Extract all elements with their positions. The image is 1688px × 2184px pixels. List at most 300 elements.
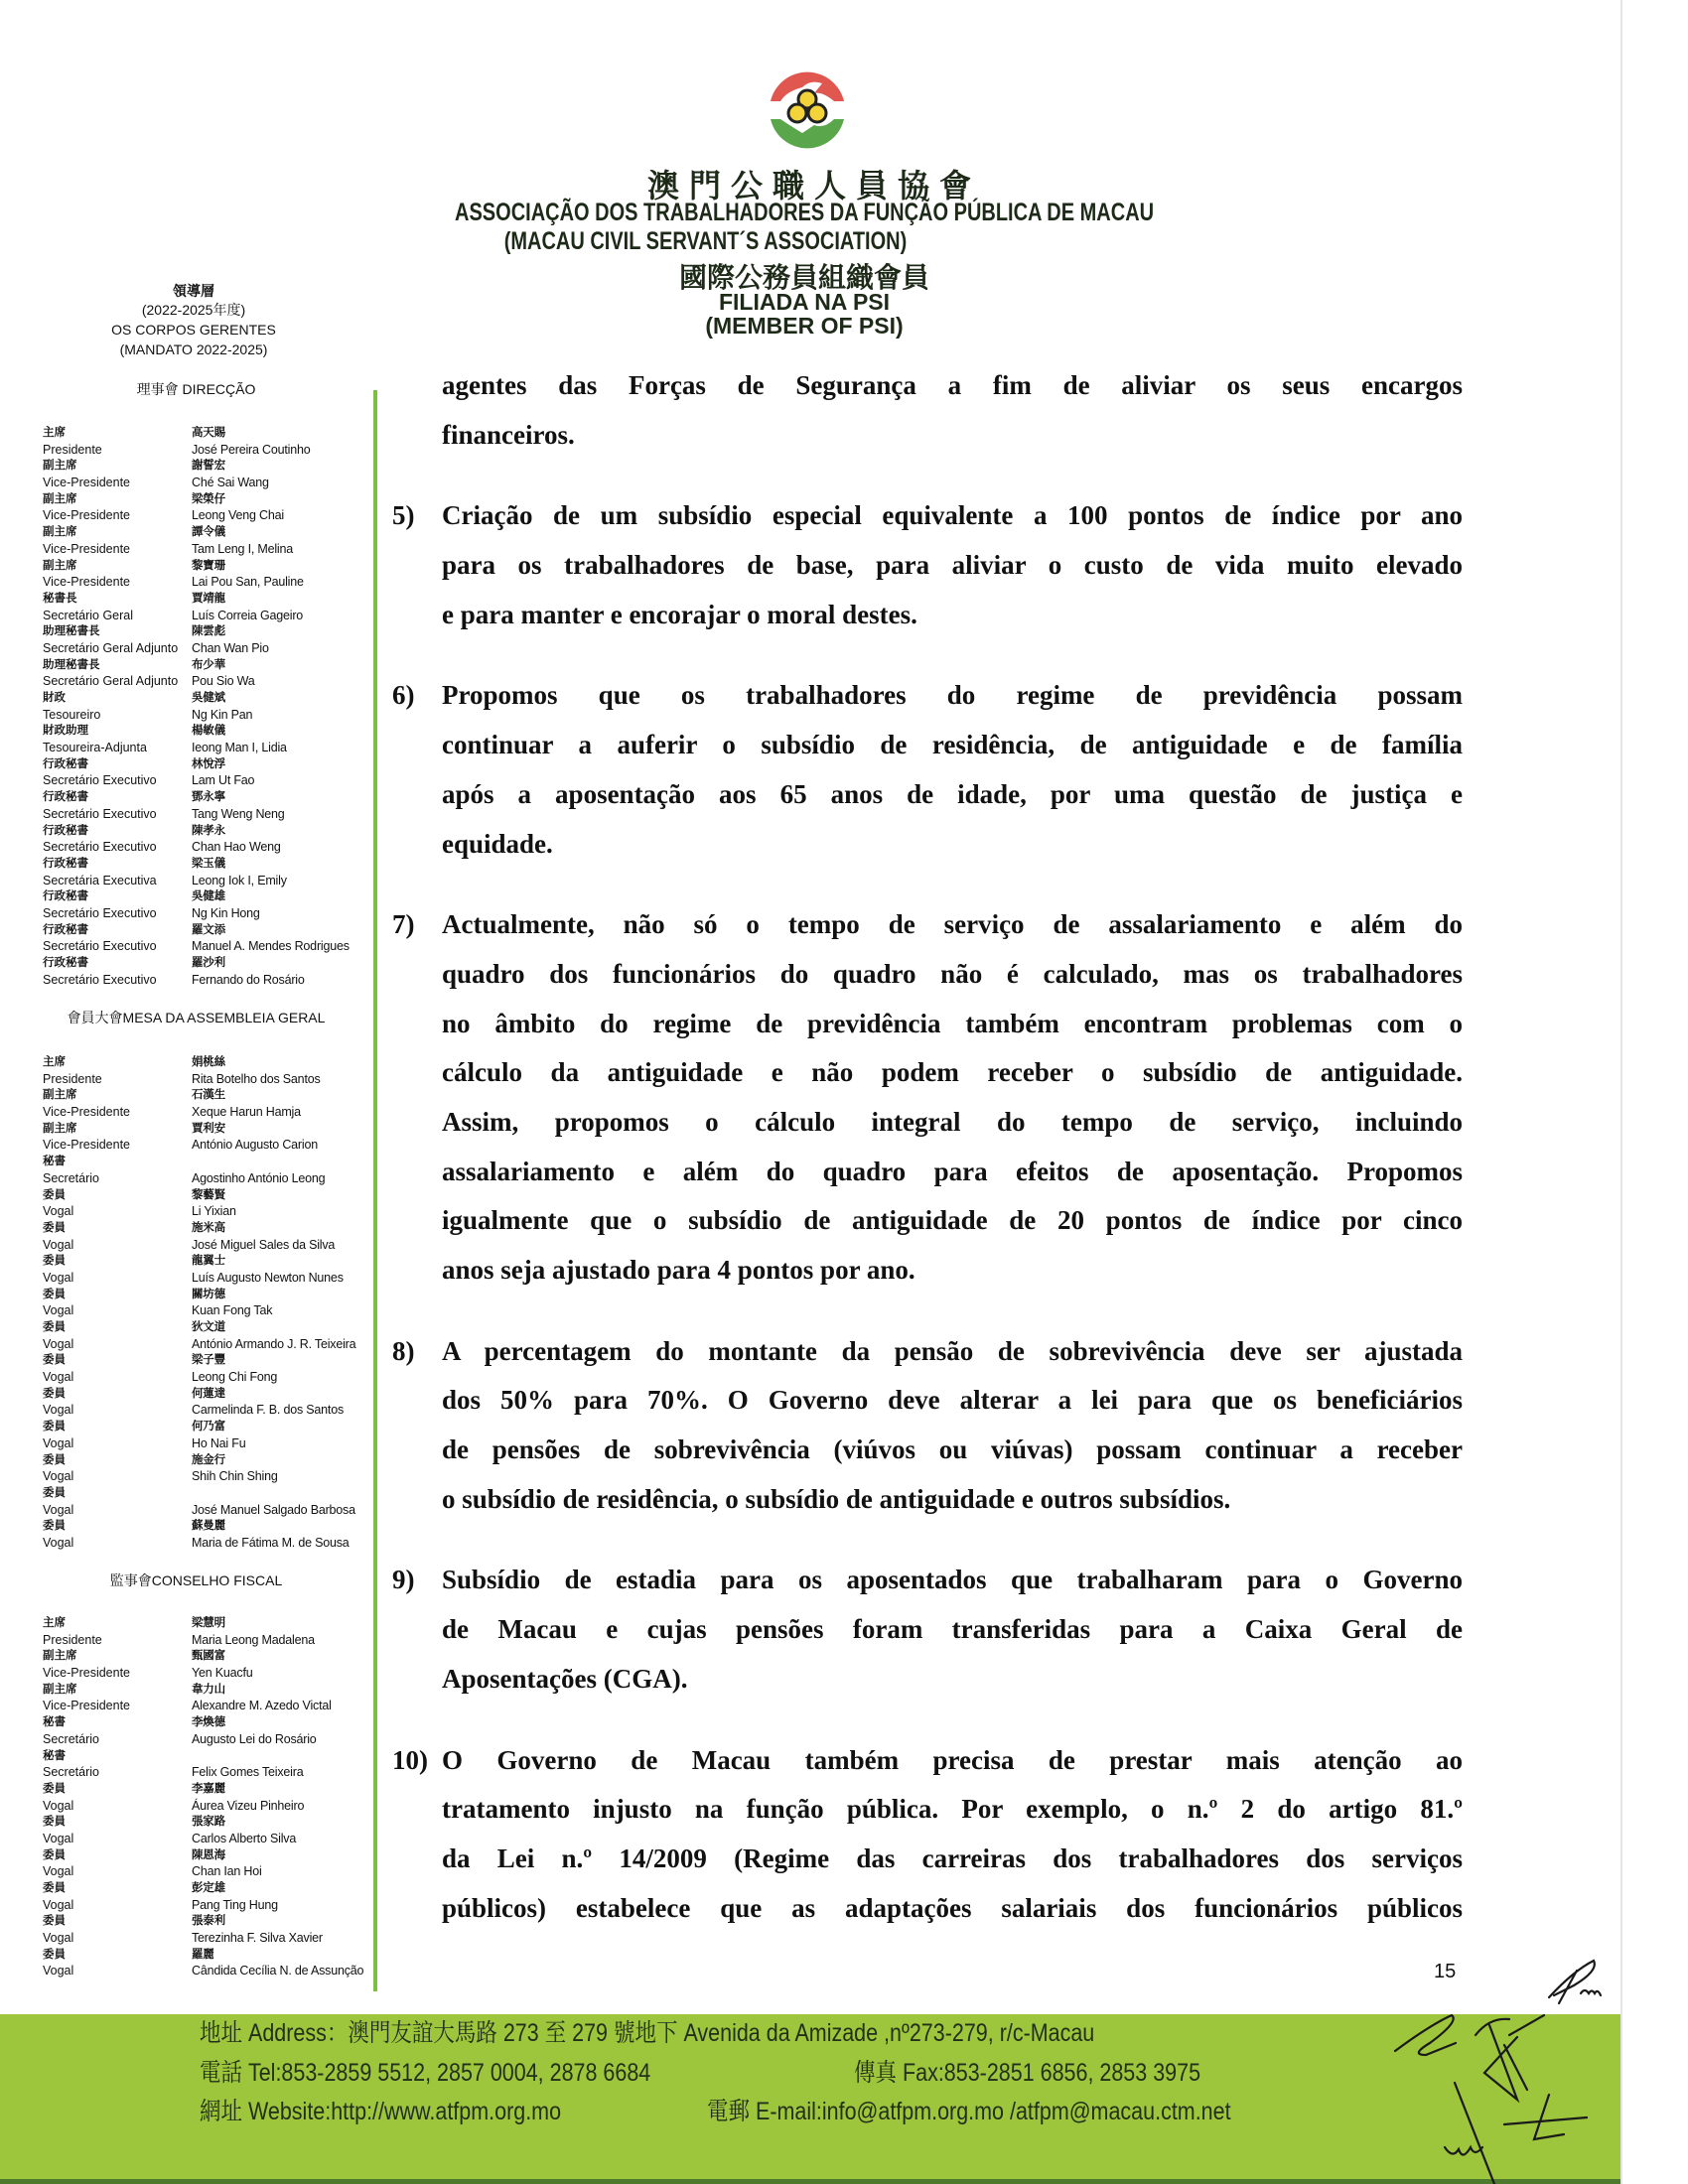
role: Vogal (43, 1403, 74, 1418)
paragraph-line: no âmbito do regime de previdência também encontram problemas com o (442, 1008, 1463, 1038)
role-zh: 委員 (43, 1354, 66, 1367)
numbered-paragraph (392, 1327, 1463, 1525)
member-name: Agostinho António Leong (192, 1170, 326, 1185)
member-row-zh (43, 1220, 380, 1237)
page-number: 15 (1434, 1961, 1457, 1982)
member-name: Leong Iok I, Emily (192, 873, 287, 887)
member-name-zh: 賈利安 (192, 1122, 225, 1135)
member-name: Ieong Man I, Lidia (192, 741, 287, 755)
member-row (43, 1237, 380, 1254)
member-name: José Pereira Coutinho (192, 442, 311, 457)
member-row-zh (43, 1847, 380, 1864)
section-title-assembleia: 會員大會MESA DA ASSEMBLEIA GERAL (67, 1010, 326, 1025)
member-row (43, 839, 380, 856)
member-row (43, 1535, 380, 1552)
role: Vogal (43, 1864, 74, 1879)
section-title-direccao: 理事會 DIRECÇÃO (136, 381, 256, 397)
member-name-zh: 林悅浮 (192, 757, 225, 770)
paragraph-line: Actualmente, não só o tempo de serviço de assalariamento e além do (442, 909, 1463, 940)
member-name-zh: 梁子豐 (192, 1354, 225, 1367)
member-row-zh (43, 1682, 380, 1699)
role: Secretário (43, 1170, 99, 1185)
member-row (43, 905, 380, 922)
role: Vice-Presidente (43, 1138, 131, 1153)
member-name: Shih Chin Shing (192, 1469, 278, 1484)
role-zh: 委員 (43, 1520, 66, 1533)
role-zh: 行政秘書 (43, 857, 88, 870)
role-zh: 助理秘書長 (43, 625, 100, 638)
member-row (43, 1203, 380, 1220)
member-row-zh (43, 888, 380, 905)
role: Vice-Presidente (43, 541, 131, 556)
role-zh: 委員 (43, 1421, 66, 1433)
member-row (43, 772, 380, 789)
member-row-zh (43, 823, 380, 840)
member-row-zh (43, 756, 380, 773)
paragraph-line: o subsídio de residência, o subsídio de antiguidade e outros subsídios. (442, 1483, 1231, 1514)
paragraph-line: equidade. (442, 828, 553, 859)
role-zh: 委員 (43, 1782, 66, 1795)
member-name-zh: 石漢生 (192, 1089, 225, 1102)
role: Secretário Executivo (43, 773, 157, 788)
paragraph-line: tratamento injusto na função pública. Por exemplo, o n.º 2 do artigo 81.º (442, 1794, 1463, 1825)
member-name: Rita Botelho dos Santos (192, 1071, 321, 1086)
member-row (43, 1831, 380, 1847)
member-name: Leong Chi Fong (192, 1370, 278, 1385)
member-row-zh (43, 922, 380, 939)
member-row-zh (43, 1386, 380, 1403)
member-row-zh (43, 1485, 380, 1502)
member-row-zh (43, 1615, 380, 1632)
sidebar-term-zh: (2022-2025年度) (141, 302, 246, 318)
member-row-zh (43, 723, 380, 740)
role-zh: 委員 (43, 1948, 66, 1961)
role: Vogal (43, 1204, 74, 1219)
paragraph-line: cálculo da antiguidade e não podem receber o subsídio de antiguidade. (442, 1057, 1463, 1088)
footer-email: 電郵 E-mail:info@atfpm.org.mo /atfpm@macau.ctm.net (707, 2098, 1231, 2125)
member-name: Felix Gomes Teixeira (192, 1765, 304, 1780)
member-name-zh: 何乃富 (192, 1421, 225, 1433)
member-name: Pou Sio Wa (192, 674, 255, 689)
member-name-zh: 陳恩海 (192, 1848, 225, 1861)
role-zh: 委員 (43, 1848, 66, 1861)
member-name: Ng Kin Pan (192, 707, 253, 722)
member-row-zh (43, 1452, 380, 1469)
member-row (43, 475, 380, 491)
paragraph-line: da Lei n.º 14/2009 (Regime das carreiras dos trabalhadores dos serviços (442, 1843, 1463, 1873)
member-name: Maria Leong Madalena (192, 1632, 315, 1647)
member-row (43, 806, 380, 823)
role: Vogal (43, 1535, 74, 1550)
paragraph-number: 8) (392, 1335, 415, 1366)
role-zh: 委員 (43, 1288, 66, 1300)
page-edge (1620, 0, 1622, 2184)
footer (0, 2014, 1620, 2184)
member-row (43, 1104, 380, 1121)
member-row (43, 938, 380, 955)
role-zh: 副主席 (43, 1650, 77, 1663)
member-row (43, 1963, 380, 1979)
member-row (43, 1731, 380, 1748)
member-row (43, 873, 380, 889)
member-name-zh: 施米高 (192, 1221, 225, 1234)
paragraph-number: 7) (392, 909, 415, 940)
role-zh: 秘書長 (43, 592, 77, 605)
member-row (43, 1270, 380, 1287)
member-row-zh (43, 1947, 380, 1964)
role: Secretário Geral Adjunto (43, 640, 179, 655)
member-row-zh (43, 1253, 380, 1270)
member-name-zh: 娟桃絲 (192, 1056, 225, 1068)
member-name-zh: 彭定雄 (192, 1882, 225, 1894)
member-row-zh (43, 789, 380, 806)
member-name: Cândida Cecília N. de Assunção (192, 1964, 364, 1979)
role-zh: 行政秘書 (43, 923, 88, 936)
member-row (43, 1071, 380, 1088)
assembleia-list (43, 1054, 380, 1552)
paragraph-line: Subsídio de estadia para os aposentados que trabalharam para o Governo (442, 1565, 1463, 1595)
member-name: Li Yixian (192, 1204, 236, 1219)
role-zh: 委員 (43, 1882, 66, 1894)
member-row (43, 1435, 380, 1452)
member-row (43, 740, 380, 756)
member-row (43, 640, 380, 657)
psi-membership-en: (MEMBER OF PSI) (705, 313, 904, 339)
member-row-zh (43, 1121, 380, 1138)
member-name-zh: 施金行 (192, 1453, 225, 1466)
member-name-zh: 甄國富 (192, 1650, 225, 1663)
role-zh: 委員 (43, 1816, 66, 1829)
member-row (43, 1170, 380, 1187)
psi-membership-pt: FILIADA NA PSI (718, 289, 891, 315)
sidebar-term-pt: (MANDATO 2022-2025) (119, 341, 268, 357)
role-zh: 秘書 (43, 1156, 66, 1168)
psi-membership-zh: 國際公務員組織會員 (678, 262, 929, 293)
role-zh: 秘書 (43, 1716, 66, 1729)
member-name: Luís Correia Gageiro (192, 608, 304, 622)
numbered-paragraph (392, 671, 1463, 869)
member-row (43, 1468, 380, 1485)
footer-bottom-strip (0, 2179, 1620, 2184)
member-name-zh: 黎寶珊 (192, 559, 225, 572)
member-row-zh (43, 491, 380, 508)
member-name: Lai Pou San, Pauline (192, 575, 304, 590)
role: Vogal (43, 1370, 74, 1385)
member-name-zh: 蘇曼麗 (192, 1520, 225, 1533)
member-row (43, 1665, 380, 1682)
member-row (43, 1502, 380, 1519)
member-row-zh (43, 1287, 380, 1303)
member-name: Tang Weng Neng (192, 806, 285, 821)
paragraph-line: agentes das Forças de Segurança a fim de aliviar os seus encargos (442, 370, 1463, 400)
role: Vogal (43, 1303, 74, 1318)
member-name-zh: 譚令儀 (192, 526, 225, 539)
member-name: Luís Augusto Newton Nunes (192, 1270, 344, 1285)
member-name-zh: 楊敏儀 (192, 725, 225, 738)
role: Vice-Presidente (43, 508, 131, 523)
member-name: Tam Leng I, Melina (192, 541, 294, 556)
member-name-zh: 張家路 (192, 1816, 225, 1829)
role: Vogal (43, 1897, 74, 1912)
member-row-zh (43, 1518, 380, 1535)
role: Secretário Geral (43, 608, 134, 622)
member-row-zh (43, 1913, 380, 1930)
direccao-list (43, 425, 380, 988)
member-name-zh: 李煥德 (192, 1716, 225, 1729)
member-name: Ché Sai Wang (192, 476, 269, 490)
member-name-zh: 吳健雄 (192, 890, 225, 903)
member-name: António Armando J. R. Teixeira (192, 1336, 356, 1351)
role: Vice-Presidente (43, 1105, 131, 1120)
role-zh: 委員 (43, 1188, 66, 1201)
role: Vogal (43, 1435, 74, 1450)
role-zh: 主席 (43, 1617, 66, 1629)
member-name: Alexandre M. Azedo Victal (192, 1699, 332, 1713)
member-row (43, 1336, 380, 1353)
member-row-zh (43, 458, 380, 475)
role-zh: 財政 (43, 692, 66, 704)
role: Secretário Executivo (43, 972, 157, 987)
member-row-zh (43, 623, 380, 640)
member-name: José Manuel Salgado Barbosa (192, 1502, 355, 1517)
member-name: Ho Nai Fu (192, 1435, 246, 1450)
role-zh: 助理秘書長 (43, 658, 100, 671)
numbered-paragraph (392, 491, 1463, 639)
member-name: Xeque Harun Hamja (192, 1105, 301, 1120)
role: Vice-Presidente (43, 476, 131, 490)
role-zh: 行政秘書 (43, 890, 88, 903)
member-name: Pang Ting Hung (192, 1897, 278, 1912)
footer-fax: 傳真 Fax:853-2851 6856, 2853 3975 (854, 2059, 1201, 2087)
role: Tesoureira-Adjunta (43, 741, 147, 755)
sidebar-heading-zh: 領導層 (173, 283, 214, 299)
paragraph-line: assalariamento e além do quadro para efeitos de aposentação. Propomos (442, 1156, 1463, 1186)
member-name: José Miguel Sales da Silva (192, 1237, 336, 1252)
member-name-zh: 陳孝永 (192, 824, 225, 837)
role: Vogal (43, 1469, 74, 1484)
numbered-paragraph (392, 1556, 1463, 1704)
member-row-zh (43, 955, 380, 972)
role: Secretário Geral Adjunto (43, 674, 179, 689)
role-zh: 副主席 (43, 559, 77, 572)
member-name-zh: 鄧永寧 (192, 791, 225, 804)
role-zh: 委員 (43, 1453, 66, 1466)
member-row-zh (43, 1187, 380, 1204)
role-zh: 行政秘書 (43, 791, 88, 804)
paragraph-line: de pensões de sobrevivência (viúvos ou viúvas) possam continuar a receber (442, 1434, 1463, 1465)
sidebar-heading-pt: OS CORPOS GERENTES (111, 322, 276, 338)
role: Vogal (43, 1237, 74, 1252)
member-row-zh (43, 1781, 380, 1798)
member-row (43, 1897, 380, 1914)
member-row-zh (43, 657, 380, 674)
member-row-zh (43, 1714, 380, 1731)
paragraph-line: continuar a auferir o subsídio de residência, de antiguidade e de família (442, 730, 1463, 760)
member-name-zh: 梁慧明 (192, 1617, 225, 1629)
member-name-zh: 賈靖龍 (192, 592, 225, 605)
role-zh: 主席 (43, 427, 66, 439)
paragraph-line: anos seja ajustado para 4 pontos por ano. (442, 1255, 915, 1285)
member-row-zh (43, 425, 380, 442)
member-name: Chan Wan Pio (192, 640, 269, 655)
association-logo (763, 62, 852, 156)
member-row-zh (43, 1880, 380, 1897)
paragraph-number: 9) (392, 1565, 415, 1595)
member-name: Yen Kuacfu (192, 1666, 253, 1681)
association-name-en: (MACAU CIVIL SERVANT´S ASSOCIATION) (503, 227, 907, 255)
footer-phone: 電話 Tel:853-2859 5512, 2857 0004, 2878 6684 (200, 2059, 651, 2087)
role: Vogal (43, 1270, 74, 1285)
member-name: Chan Hao Weng (192, 840, 281, 855)
member-row-zh (43, 1154, 380, 1170)
role-zh: 行政秘書 (43, 757, 88, 770)
role-zh: 秘書 (43, 1749, 66, 1762)
paragraph-line: quadro dos funcionários do quadro não é calculado, mas os trabalhadores (442, 958, 1463, 989)
member-row (43, 541, 380, 558)
paragraph-line: Criação de um subsídio especial equivalente a 100 pontos de índice por ano (442, 500, 1463, 531)
role: Vogal (43, 1336, 74, 1351)
member-row (43, 1930, 380, 1947)
paragraph-line: A percentagem do montante da pensão de sobrevivência deve ser ajustada (442, 1335, 1463, 1366)
role-zh: 副主席 (43, 492, 77, 505)
role: Vice-Presidente (43, 575, 131, 590)
role-zh: 財政助理 (43, 725, 88, 738)
paragraph-number: 5) (392, 500, 415, 531)
member-name-zh: 黎藝賢 (192, 1188, 225, 1201)
role-zh: 行政秘書 (43, 957, 88, 969)
role-zh: 行政秘書 (43, 824, 88, 837)
member-row (43, 1798, 380, 1815)
role-zh: 副主席 (43, 526, 77, 539)
role: Vogal (43, 1502, 74, 1517)
member-name: Ng Kin Hong (192, 905, 260, 920)
role-zh: 委員 (43, 1321, 66, 1333)
member-row-zh (43, 1419, 380, 1435)
member-name: Carmelinda F. B. dos Santos (192, 1403, 345, 1418)
member-row (43, 507, 380, 524)
section-title-conselho-fiscal: 監事會CONSELHO FISCAL (109, 1572, 283, 1588)
role-zh: 副主席 (43, 460, 77, 473)
member-name-zh: 吳健斌 (192, 692, 225, 704)
member-name: Lam Ut Fao (192, 773, 255, 788)
paragraph-line: Assim, propomos o cálculo integral do tempo de serviço, incluindo (442, 1106, 1463, 1137)
member-row-zh (43, 558, 380, 575)
paragraph-line: de Macau e cujas pensões foram transferidas para a Caixa Geral de (442, 1614, 1463, 1645)
role: Presidente (43, 442, 102, 457)
paragraph-number: 10) (392, 1744, 428, 1775)
member-row (43, 1137, 380, 1154)
member-row (43, 673, 380, 690)
paragraph-line: O Governo de Macau também precisa de prestar mais atenção ao (442, 1744, 1463, 1775)
member-row (43, 1369, 380, 1386)
member-name: Leong Veng Chai (192, 508, 284, 523)
numbered-paragraph (392, 1736, 1463, 1934)
member-name-zh: 關坊德 (192, 1288, 225, 1300)
member-name-zh: 何蓮達 (192, 1387, 225, 1400)
member-row (43, 1302, 380, 1319)
member-name: Áurea Vizeu Pinheiro (192, 1798, 305, 1813)
member-name-zh: 張泰利 (192, 1915, 225, 1928)
numbered-paragraph (392, 361, 1463, 460)
paragraph-line: igualmente que o subsídio de antiguidade de 20 pontos de índice por cinco (442, 1205, 1463, 1236)
member-name-zh: 狄文道 (192, 1321, 225, 1333)
member-name-zh: 梁玉儀 (192, 857, 225, 870)
member-name-zh: 謝誓宏 (192, 460, 225, 473)
member-row-zh (43, 524, 380, 541)
member-name-zh: 韋力山 (192, 1683, 225, 1696)
document-body (392, 361, 1463, 1965)
paragraph-line: financeiros. (442, 419, 575, 450)
role: Presidente (43, 1071, 102, 1086)
member-name-zh: 李嘉麗 (192, 1782, 225, 1795)
member-row (43, 442, 380, 459)
member-name-zh: 羅沙利 (192, 957, 225, 969)
member-row (43, 972, 380, 989)
role: Vice-Presidente (43, 1666, 131, 1681)
member-name-zh: 龍翼士 (192, 1255, 225, 1268)
member-row-zh (43, 856, 380, 873)
sidebar-divider (373, 390, 377, 1991)
role: Tesoureiro (43, 707, 101, 722)
member-row (43, 1863, 380, 1880)
paragraph-line: públicos) estabelece que as adaptações salariais dos funcionários públicos (442, 1892, 1463, 1923)
role: Secretário (43, 1765, 99, 1780)
role: Presidente (43, 1632, 102, 1647)
member-row-zh (43, 591, 380, 608)
member-name: Augusto Lei do Rosário (192, 1731, 317, 1746)
member-name: Chan Ian Hoi (192, 1864, 262, 1879)
role: Vogal (43, 1798, 74, 1813)
role: Vogal (43, 1964, 74, 1979)
role-zh: 委員 (43, 1387, 66, 1400)
member-row-zh (43, 690, 380, 707)
member-row-zh (43, 1814, 380, 1831)
member-name-zh: 布少華 (192, 658, 225, 671)
member-name-zh: 羅文添 (192, 923, 225, 936)
role: Vice-Presidente (43, 1699, 131, 1713)
member-row (43, 1764, 380, 1781)
role-zh: 副主席 (43, 1122, 77, 1135)
paragraph-number: 6) (392, 680, 415, 711)
member-name-zh: 陳雲彪 (192, 625, 225, 638)
role-zh: 委員 (43, 1221, 66, 1234)
paragraph-line: dos 50% para 70%. O Governo deve alterar a lei para que os beneficiários (442, 1385, 1463, 1416)
paragraph-line: após a aposentação aos 65 anos de idade, por uma questão de justiça e (442, 778, 1463, 809)
role: Secretário Executivo (43, 840, 157, 855)
member-row (43, 1698, 380, 1714)
association-name-zh: 澳門公職人員協會 (646, 168, 981, 204)
footer-address: 地址 Address：澳門友誼大馬路 273 至 279 號地下 Avenida da Amizade ,nº273-279, r/c-Macau (200, 2019, 1095, 2047)
role-zh: 委員 (43, 1255, 66, 1268)
conselho-fiscal-list (43, 1615, 380, 1979)
role: Secretário (43, 1731, 99, 1746)
member-row (43, 574, 380, 591)
member-row (43, 1402, 380, 1419)
role: Vogal (43, 1931, 74, 1946)
member-row-zh (43, 1748, 380, 1765)
member-row-zh (43, 1054, 380, 1071)
role-zh: 委員 (43, 1915, 66, 1928)
association-name-pt: ASSOCIAÇÃO DOS TRABALHADORES DA FUNÇÃO PÚBLICA DE MACAU (454, 199, 1155, 226)
role-zh: 副主席 (43, 1683, 77, 1696)
role: Secretário Executivo (43, 905, 157, 920)
member-row-zh (43, 1648, 380, 1665)
member-row-zh (43, 1352, 380, 1369)
paragraph-line: Propomos que os trabalhadores do regime de previdência possam (442, 680, 1463, 711)
member-row (43, 1632, 380, 1649)
footer-website: 網址 Website:http://www.atfpm.org.mo (200, 2098, 562, 2125)
member-row-zh (43, 1087, 380, 1104)
